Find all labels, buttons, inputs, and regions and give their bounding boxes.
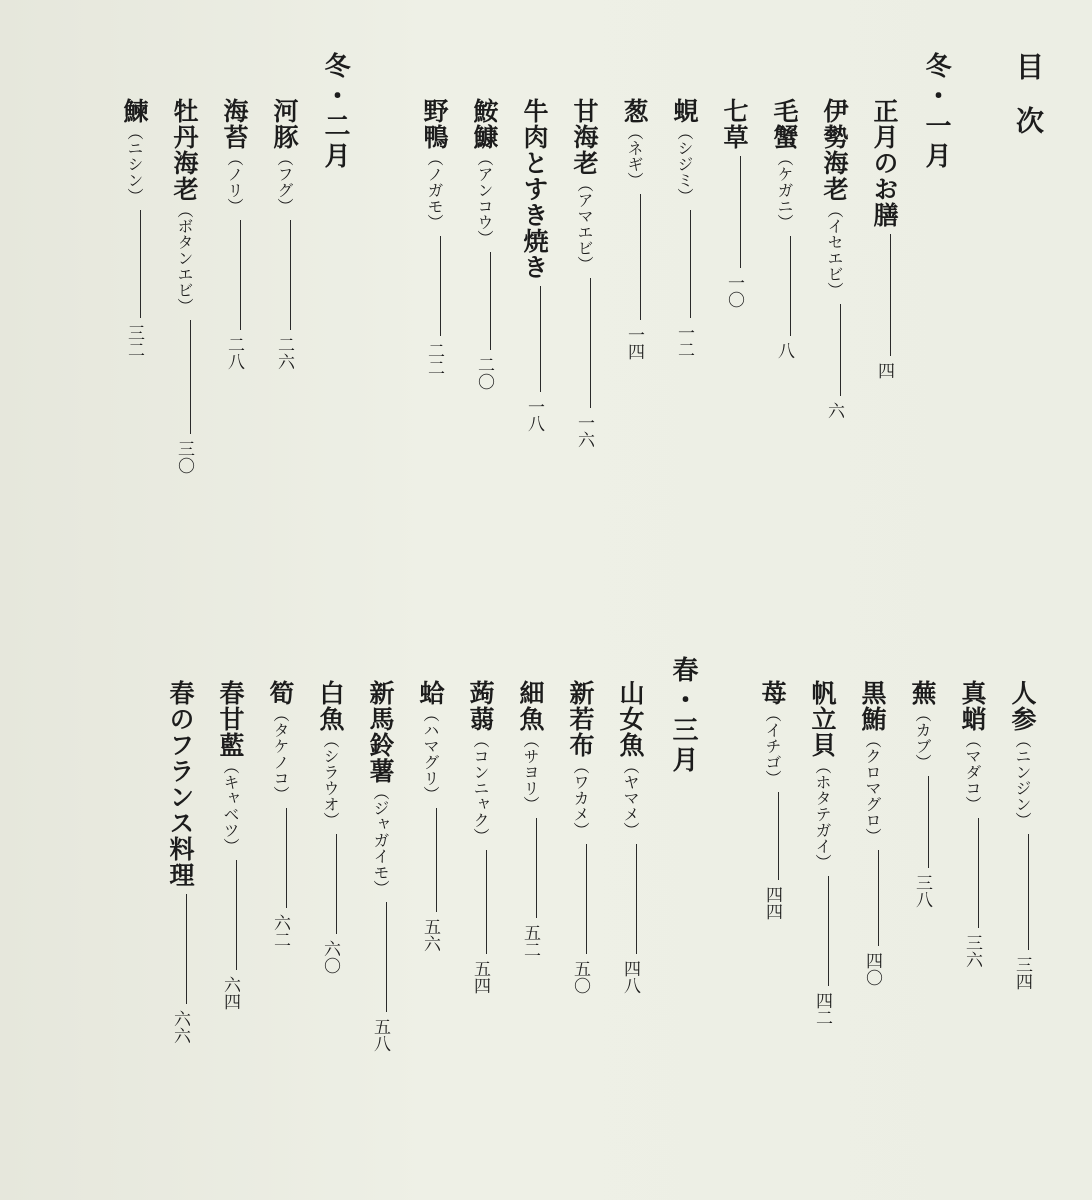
entry-page-number: 四〇 <box>862 952 882 986</box>
toc-entry[interactable] <box>716 98 752 308</box>
leader-line <box>778 792 779 880</box>
toc-entry[interactable] <box>562 680 598 994</box>
entry-name: 山女魚 <box>616 680 645 758</box>
leader-line <box>878 850 879 946</box>
entry-name: 七草 <box>720 98 749 150</box>
entry-page-number: 六四 <box>220 976 240 1010</box>
entry-reading: （ワカメ） <box>571 758 590 838</box>
entry-name: 鮟鱇 <box>470 98 499 150</box>
entry-name: 黒鮪 <box>858 680 887 732</box>
toc-entry[interactable] <box>954 680 990 968</box>
entry-name: 人参 <box>1008 680 1037 732</box>
entry-name: 細魚 <box>516 680 545 732</box>
toc-entry[interactable] <box>262 680 298 948</box>
leader-line <box>590 278 591 408</box>
entry-reading: （キャベツ） <box>221 758 240 854</box>
entry-page-number: 四四 <box>762 886 782 920</box>
entry-page-number: 五〇 <box>570 960 590 994</box>
entry-page-number: 六〇 <box>320 940 340 974</box>
toc-entry[interactable] <box>116 98 152 358</box>
entry-reading: （シラウオ） <box>321 732 340 828</box>
toc-entry[interactable] <box>766 98 802 359</box>
leader-line <box>386 902 387 1012</box>
entry-reading: （アンコウ） <box>475 150 494 246</box>
entry-reading: （イセエビ） <box>825 202 844 298</box>
toc-entry[interactable] <box>666 98 702 358</box>
entry-name: 毛蟹 <box>770 98 799 150</box>
entry-name: 甘海老 <box>570 98 599 176</box>
entry-page-number: 四八 <box>620 960 640 994</box>
toc-entry[interactable] <box>216 98 252 370</box>
entry-page-number: 二八 <box>224 336 244 370</box>
leader-line <box>536 818 537 918</box>
leader-line <box>586 844 587 954</box>
entry-reading: （シジミ） <box>675 124 694 204</box>
leader-line <box>236 860 237 970</box>
leader-line <box>1028 834 1029 950</box>
entry-reading: （ニンジン） <box>1013 732 1032 828</box>
entry-name: 海苔 <box>220 98 249 150</box>
entry-name: 正月のお膳 <box>870 98 899 228</box>
entry-name: 蛤 <box>416 680 445 706</box>
section-heading-spring-march: 春・三月 <box>668 656 698 776</box>
entry-reading: （ホタテガイ） <box>813 758 832 870</box>
entry-reading: （マダコ） <box>963 732 982 812</box>
entry-reading: （ケガニ） <box>775 150 794 230</box>
toc-entry[interactable] <box>512 680 548 958</box>
leader-line <box>740 156 741 268</box>
entry-page-number: 六二 <box>270 914 290 948</box>
toc-entry[interactable] <box>804 680 840 1026</box>
entry-name: 河豚 <box>270 98 299 150</box>
toc-entry[interactable] <box>566 98 602 448</box>
entry-page-number: 六六 <box>170 1010 190 1044</box>
entry-page-number: 三六 <box>962 934 982 968</box>
entry-reading: （ノリ） <box>225 150 244 214</box>
toc-entry[interactable] <box>412 680 448 952</box>
entry-name: 野鴨 <box>420 98 449 150</box>
entry-name: 鰊 <box>120 98 149 124</box>
leader-line <box>186 894 187 1004</box>
toc-entry[interactable] <box>212 680 248 1010</box>
entry-name: 白魚 <box>316 680 345 732</box>
entry-reading: （ニシン） <box>125 124 144 204</box>
toc-entry[interactable] <box>904 680 940 908</box>
leader-line <box>690 210 691 318</box>
leader-line <box>890 234 891 356</box>
entry-page-number: 一八 <box>524 398 544 432</box>
entry-page-number: 五八 <box>370 1018 390 1052</box>
entry-reading: （サヨリ） <box>521 732 540 812</box>
entry-page-number: 三〇 <box>174 440 194 474</box>
entry-name: 新馬鈴薯 <box>366 680 395 784</box>
entry-name: 牛肉とすき焼き <box>520 98 549 280</box>
entry-page-number: 四 <box>874 362 894 379</box>
leader-line <box>240 220 241 330</box>
entry-reading: （クロマグロ） <box>863 732 882 844</box>
page-title: 目次 <box>1012 52 1045 160</box>
leader-line <box>336 834 337 934</box>
leader-line <box>978 818 979 928</box>
toc-entry[interactable] <box>416 98 452 376</box>
leader-line <box>840 304 841 396</box>
leader-line <box>286 808 287 908</box>
toc-entry[interactable] <box>816 98 852 419</box>
section-heading-winter-february: 冬・二月 <box>320 52 350 172</box>
entry-reading: （ボタンエビ） <box>175 202 194 314</box>
leader-line <box>790 236 791 336</box>
toc-entry[interactable] <box>466 98 502 390</box>
entry-name: 苺 <box>758 680 787 706</box>
toc-entry[interactable] <box>312 680 348 974</box>
toc-entry[interactable] <box>616 98 652 360</box>
toc-entry[interactable] <box>162 680 198 1044</box>
entry-page-number: 五六 <box>420 918 440 952</box>
entry-page-number: 二六 <box>274 336 294 370</box>
entry-reading: （コンニャク） <box>471 732 490 844</box>
leader-line <box>636 844 637 954</box>
leader-line <box>440 236 441 336</box>
entry-page-number: 一六 <box>574 414 594 448</box>
leader-line <box>486 850 487 954</box>
entry-reading: （ジャガイモ） <box>371 784 390 896</box>
entry-name: 真蛸 <box>958 680 987 732</box>
entry-page-number: 五四 <box>470 960 490 994</box>
entry-page-number: 一四 <box>624 326 644 360</box>
leader-line <box>290 220 291 330</box>
entry-name: 春のフランス料理 <box>166 680 195 888</box>
entry-page-number: 四二 <box>812 992 832 1026</box>
leader-line <box>640 194 641 320</box>
entry-reading: （ノガモ） <box>425 150 444 230</box>
entry-reading: （アマエビ） <box>575 176 594 272</box>
toc-entry[interactable] <box>462 680 498 994</box>
entry-reading: （ハマグリ） <box>421 706 440 802</box>
entry-page-number: 二〇 <box>474 356 494 390</box>
entry-page-number: 三四 <box>1012 956 1032 990</box>
toc-entry[interactable] <box>266 98 302 370</box>
entry-reading: （タケノコ） <box>271 706 290 802</box>
toc-entry[interactable] <box>866 98 902 379</box>
leader-line <box>190 320 191 434</box>
entry-name: 新若布 <box>566 680 595 758</box>
entry-page-number: 一二 <box>674 324 694 358</box>
entry-page-number: 三八 <box>912 874 932 908</box>
entry-name: 筍 <box>266 680 295 706</box>
entry-name: 蒟蒻 <box>466 680 495 732</box>
toc-entry[interactable] <box>612 680 648 994</box>
entry-name: 葱 <box>620 98 649 124</box>
entry-name: 帆立貝 <box>808 680 837 758</box>
section-heading-winter-january: 冬・一月 <box>921 52 951 172</box>
entry-name: 春甘藍 <box>216 680 245 758</box>
entry-page-number: 二二 <box>424 342 444 376</box>
toc-entry[interactable] <box>516 98 552 432</box>
leader-line <box>140 210 141 318</box>
entry-reading: （ヤマメ） <box>621 758 640 838</box>
entry-reading: （フグ） <box>275 150 294 214</box>
entry-name: 蜆 <box>670 98 699 124</box>
entry-page-number: 五二 <box>520 924 540 958</box>
entry-reading: （イチゴ） <box>763 706 782 786</box>
leader-line <box>436 808 437 912</box>
entry-page-number: 一〇 <box>724 274 744 308</box>
leader-line <box>540 286 541 392</box>
toc-entry[interactable] <box>754 680 790 920</box>
entry-page-number: 八 <box>774 342 794 359</box>
entry-reading: （ネギ） <box>625 124 644 188</box>
entry-page-number: 三二 <box>124 324 144 358</box>
toc-entry[interactable] <box>1004 680 1040 990</box>
entry-reading: （カブ） <box>913 706 932 770</box>
toc-entry[interactable] <box>854 680 890 986</box>
leader-line <box>490 252 491 350</box>
entry-name: 伊勢海老 <box>820 98 849 202</box>
leader-line <box>828 876 829 986</box>
toc-entry[interactable] <box>166 98 202 474</box>
entry-name: 牡丹海老 <box>170 98 199 202</box>
toc-entry[interactable] <box>362 680 398 1052</box>
entry-page-number: 六 <box>824 402 844 419</box>
leader-line <box>928 776 929 868</box>
entry-name: 蕪 <box>908 680 937 706</box>
